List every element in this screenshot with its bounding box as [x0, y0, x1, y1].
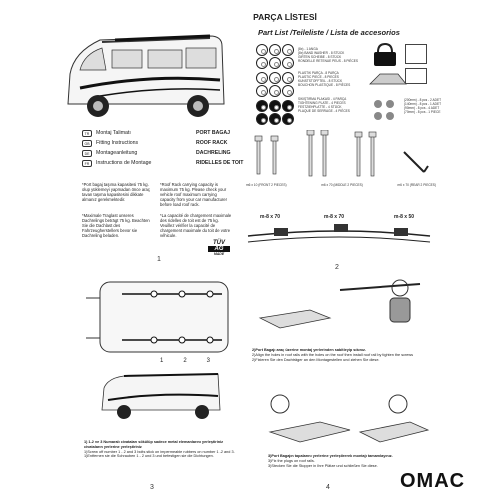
van-top-view — [82, 268, 240, 368]
instruction-row-de: DE Montageanleitung DACHRELING — [82, 148, 243, 158]
clamp-icon — [368, 70, 408, 88]
bolt-position-labels: 1 2 3 — [159, 358, 210, 364]
screw-set-icon — [370, 98, 400, 124]
instruction-row-gb: GB Fitting Instructions ROOF RACK — [82, 138, 243, 148]
bolts-illustration — [245, 130, 405, 188]
step3-caption: 3)Port Bagajın tapalarını yerlerine yerleştirerek montajı tamamlayınız. 3)Fix the plugs on roof rails. 3)Stecken Sie die Stopper in Ihre Plätze und schließen Sie diese. — [268, 454, 393, 468]
page-title: PARÇA LİSTESİ — [253, 12, 317, 22]
step1-caption: 1) 1-2 ve 3 Numaralı civataları sökülüp sadece metal elemanlarını yerleştiriniz civataların yerlerine yerleştiriniz 1)Screw off number 1 - 2 and 3 bolts stick on impermeable rubbers on number 1 -2 and 3. 1)Entfernen sie die Schrauben 1 - 2 und 3 und befestigen sie die Dichtungen. — [84, 440, 235, 459]
screw-list: (200mm) - 8 pcs - 2 ADET (140mm) - 8 pcs - 1 ADET (90mm) - 8 pcs - 4 ADET (70mm) - 8 pcs - 1 PIECE — [404, 98, 442, 114]
step3-illustration — [250, 392, 430, 452]
allen-key-icon — [400, 148, 430, 178]
parts-list: (8x) - 1 ANGA (8x) BAND WASHER - 8 STÜCK GIRTEN SCHEIBE - 8 STÜCK RONDELLE RETENUE PEUS - 8 PIÈCES PLASTIK PARÇA - 8 PARÇA PLASTIC PIECE - 8 PIECES KUNSTSTOFFTEIL - 8 STÜCK BOUCHON PLASTIQUE - 8 PIÈCES SIKIŞTIRMA PLAKASI - 4 PARÇA TIGHTENING PLATE - 4 PIECES FESTZIEHPLATTE - 4 STÜCK PLAQUE DE SERRAGE - 4 PIÈCES — [298, 47, 359, 113]
bolt-labels: m6 x 10 (FRONT 2 PIECES) m6 x 70 (MIDDLE 2 PIECES) m6 x 70 (REAR 2 PIECES) — [246, 183, 436, 187]
spec-box-2 — [405, 68, 427, 84]
step2-illustration — [250, 278, 430, 338]
note-tr: *Port bagaj taşıma kapasitesi 75 kg. olup yüklemeyi yapmadan önce araç tavan taşıma kapasitesini dikkate almanız gerekmektedir. — [82, 182, 150, 202]
step-number-1: 1 — [157, 256, 161, 263]
step2-caption: 2)Port Bagajı araç üzerine montaj yerlerinden sabitleyip sıkınız. 2)Align the holes in roof rails with the holes on the roof then install roof rail by tighten the screws 2)Fixieren Sie den Dachträger an den Montagestellen und ziehen Sie diese. — [252, 348, 414, 362]
page-subtitle: Part List /Teileliste / Lista de accesorios — [258, 28, 400, 37]
instruction-row-fr: FR Instructions de Montage RIDELLES DE TOIT — [82, 158, 243, 168]
brand-logo: OMAC — [400, 470, 466, 492]
instructions-table — [82, 128, 243, 168]
van-side-view — [98, 370, 228, 420]
van-illustration — [60, 22, 230, 132]
washer-grid — [256, 44, 296, 122]
rail-dimension-panel: m-8 x 70 m-8 x 70 m-8 x 50 — [244, 196, 434, 256]
note-de: *Maximale Traglast unseres Dachrelings beträgt 75 kg. Beachten Sie die Dachlast des Fahrzeugherstellers bevor sie Dachreling beladen. — [82, 213, 150, 238]
lock-icon — [370, 42, 400, 68]
note-gb: *Roof Rack carrying capacity is maximum 75 kg. Please check your vehicle roof maximum carrying capacity from your car manufacturer before load roof rack. — [160, 182, 228, 207]
spec-box — [405, 44, 427, 64]
step-number-3: 3 — [150, 484, 154, 491]
rail-side-view — [244, 222, 434, 252]
instruction-row-tr: TR Montaj Talimatı PORT BAGAJ — [82, 128, 243, 138]
step-number-4: 4 — [326, 484, 330, 491]
certification-badge: TÜV AG MADE — [208, 240, 230, 256]
step-number-2: 2 — [335, 264, 339, 271]
note-fr: *La capacité de chargement maximale des ridelles de toit est de 75 kg. Veuillez vérifier la capacité de chargement maximale du toit de votre véhicule. — [160, 213, 232, 238]
